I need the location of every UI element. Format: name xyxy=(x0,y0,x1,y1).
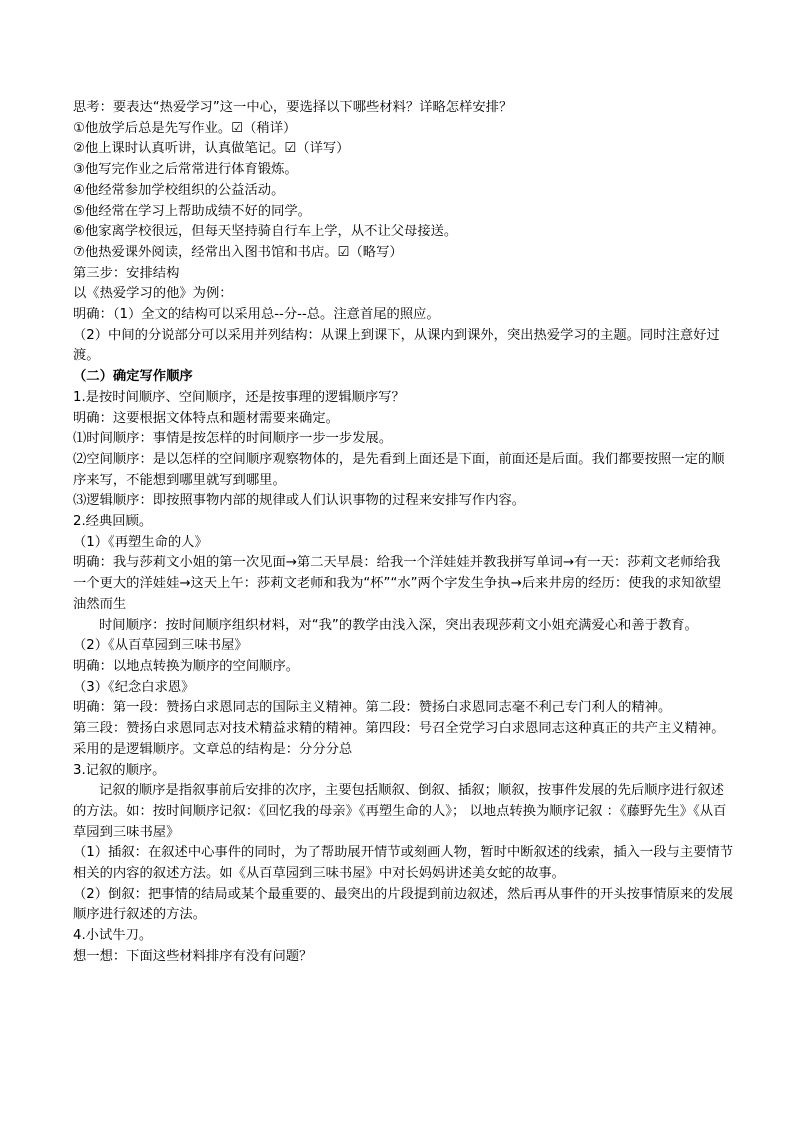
review-item-3-answer-a: 明确：第一段：赞扬白求恩同志的国际主义精神。第二段：赞扬白求恩同志毫不利己专门利人的精神。 xyxy=(73,700,672,716)
flashback-reverse: （2）倒叙：把事情的结局或某个最重要的、最突出的片段提到前边叙述，然后再从事件的开头按事情原来的发展顺序进行叙述的方法。 xyxy=(73,886,734,923)
material-item-3: ③他写完作业之后常常进行体育锻炼。 xyxy=(73,162,298,178)
review-item-1-note: 时间顺序：按时间顺序组织材料，对“我”的教学由浅入深，突出表现莎莉文小姐充满爱心和善于教育。 xyxy=(99,617,698,633)
material-item-5: ⑤他经常在学习上帮助成绩不好的同学。 xyxy=(73,203,311,219)
structure-point-2: （2）中间的分说部分可以采用并列结构：从课上到课下，从课内到课外，突出热爱学习的主题。同时注意好过渡。 xyxy=(73,327,720,364)
practice-heading: 4.小试牛刀。 xyxy=(73,928,153,944)
review-item-3-answer-b: 第三段：赞扬白求恩同志对技术精益求精的精神。第四段：号召全党学习白求恩同志这种真正的共产主义精神。 xyxy=(73,721,725,737)
step-three-heading: 第三步：安排结构 xyxy=(73,265,180,281)
material-item-6: ⑥他家离学校很远，但每天坚持骑自行车上学，从不让父母接送。 xyxy=(73,224,458,240)
review-item-1-title: （1）《再塑生命的人》 xyxy=(73,534,208,550)
review-item-3-summary: 采用的是逻辑顺序。文章总的结构是：分分分总 xyxy=(73,741,353,757)
practice-question: 想一想：下面这些材料排序有没有问题？ xyxy=(73,948,313,964)
flashback-insert: （1）插叙：在叙述中心事件的同时，为了帮助展开情节或刻画人物，暂时中断叙述的线索，插入一段与主要情节相关的内容的叙述方法。如《从百草园到三味书屋》中对长妈妈讲述美女蛇的故事。 xyxy=(73,845,734,882)
review-item-3-title: （3）《纪念白求恩》 xyxy=(73,679,195,695)
space-order: ⑵空间顺序：是以怎样的空间顺序观察物体的，是先看到上面还是下面，前面还是后面。我们都要按照一定的顺序来写，不能想到哪里就写到哪里。 xyxy=(73,451,725,488)
order-answer: 明确：这要根据文体特点和题材需要来确定。 xyxy=(73,410,339,426)
review-item-2-title: （2）《从百草园到三味书屋》 xyxy=(73,638,248,654)
structure-point-1: 明确：（1）全文的结构可以采用总--分--总。注意首尾的照应。 xyxy=(73,307,440,323)
narrative-order-heading: 3.记叙的顺序。 xyxy=(73,762,166,778)
narrative-order-paragraph: 记叙的顺序是指叙事前后安排的次序，主要包括顺叙、倒叙、插叙；顺叙，按事件发展的先后顺序进行叙述的方法。如：按时间顺序记叙：《回忆我的母亲》《再塑生命的人》； 以地点转换为顺序记叙 ：《藤野先生》《从百草园到三味书屋》 xyxy=(73,783,727,840)
order-question: 1.是按时间顺序、空间顺序，还是按事理的逻辑顺序写？ xyxy=(73,389,405,405)
material-item-2: ②他上课时认真听讲，认真做笔记。☑（详写） xyxy=(73,141,350,157)
material-item-7: ⑦他热爱课外阅读，经常出入图书馆和书店。☑（略写） xyxy=(73,244,403,260)
classic-review-heading: 2.经典回顾。 xyxy=(73,514,153,530)
logic-order: ⑶逻辑顺序：即按照事物内部的规律或人们认识事物的过程来安排写作内容。 xyxy=(73,493,526,509)
review-item-2-answer: 明确：以地点转换为顺序的空间顺序。 xyxy=(73,658,300,674)
example-intro: 以《热爱学习的他》为例： xyxy=(73,286,233,302)
material-item-1: ①他放学后总是先写作业。☑（稍详） xyxy=(73,120,297,136)
section-heading-order: （二）确定写作顺序 xyxy=(73,369,193,385)
question-line: 思考：要表达“热爱学习”这一中心，要选择以下哪些材料？详略怎样安排？ xyxy=(73,100,513,115)
material-item-4: ④他经常参加学校组织的公益活动。 xyxy=(73,182,285,198)
time-order: ⑴时间顺序：事情是按怎样的时间顺序一步一步发展。 xyxy=(73,431,393,447)
document-page xyxy=(73,98,733,968)
review-item-1-answer: 明确：我与莎莉文小姐的第一次见面→第二天早晨：给我一个洋娃娃并教我拼写单词→有一天：莎莉文老师给我一个更大的洋娃娃→这天上午：莎莉文老师和我为“杯”“水”两个字发生争执→后来井房的经历：使我的求知欲望油然而生 xyxy=(73,555,722,612)
